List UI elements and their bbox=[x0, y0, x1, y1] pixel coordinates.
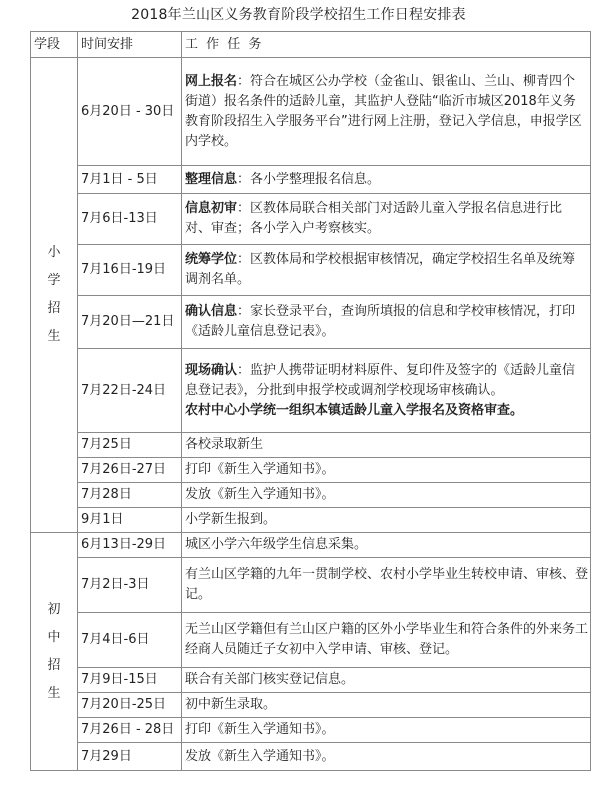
table-row bbox=[31, 166, 591, 194]
primary-stage-label bbox=[31, 239, 77, 351]
task-text: 发放《新生入学通知书》。 bbox=[185, 748, 335, 764]
header-time: 时间安排 bbox=[78, 32, 182, 58]
date-cell: 7月16日-19日 bbox=[78, 245, 182, 296]
task-cell bbox=[182, 166, 591, 194]
table-row bbox=[31, 483, 591, 508]
table-row bbox=[31, 245, 591, 296]
task-cell bbox=[182, 668, 591, 693]
date-cell: 7月25日 bbox=[78, 433, 182, 458]
task-text: 打印《新生入学通知书》。 bbox=[185, 462, 335, 477]
table-header-row bbox=[31, 32, 591, 58]
task-cell bbox=[182, 533, 591, 558]
task-cell bbox=[182, 693, 591, 718]
task-text: 城区小学六年级学生信息采集。 bbox=[185, 537, 368, 552]
stage-char: 生 bbox=[47, 685, 61, 701]
task-tag: 网上报名 bbox=[185, 73, 238, 89]
date-cell: 7月2日-3日 bbox=[78, 558, 182, 613]
task-cell bbox=[182, 349, 591, 433]
task-tag: 信息初审 bbox=[185, 201, 238, 216]
stage-char: 初 bbox=[47, 601, 61, 617]
stage-char: 招 bbox=[47, 301, 61, 316]
stage-char: 招 bbox=[47, 657, 61, 673]
task-tag: 确认信息 bbox=[185, 304, 238, 319]
date-cell: 9月1日 bbox=[78, 508, 182, 533]
table-body bbox=[31, 58, 591, 771]
junior-stage-label bbox=[31, 596, 77, 708]
table-row bbox=[31, 433, 591, 458]
date-cell: 7月9日-15日 bbox=[78, 668, 182, 693]
date-cell: 7月20日-25日 bbox=[78, 693, 182, 718]
primary-stage-cell bbox=[31, 58, 78, 533]
date-cell: 7月20日—21日 bbox=[78, 296, 182, 349]
date-cell: 7月1日 - 5日 bbox=[78, 166, 182, 194]
table-row bbox=[31, 194, 591, 245]
task-cell bbox=[182, 718, 591, 743]
task-cell bbox=[182, 508, 591, 533]
task-text: 初中新生录取。 bbox=[185, 697, 277, 712]
task-cell bbox=[182, 58, 591, 166]
stage-char: 生 bbox=[47, 329, 61, 344]
table-row bbox=[31, 296, 591, 349]
task-cell bbox=[182, 558, 591, 613]
task-cell bbox=[182, 483, 591, 508]
table-row bbox=[31, 349, 591, 433]
task-text: 联合有关部门核实登记信息。 bbox=[185, 672, 355, 687]
header-task: 工 作 任 务 bbox=[182, 32, 591, 58]
date-cell: 7月28日 bbox=[78, 483, 182, 508]
task-text: ：符合在城区公办学校（金雀山、银雀山、兰山、柳青四个街道）报名条件的适龄儿童，其监护人登陆“临沂市城区2018年义务教育阶段招生入学服务平台”进行网上注册，登记入学信息，申报学区内学校。 bbox=[185, 73, 582, 149]
table-row bbox=[31, 693, 591, 718]
stage-char: 小 bbox=[47, 245, 61, 260]
task-text: 小学新生报到。 bbox=[185, 512, 277, 527]
date-cell: 7月26日 - 28日 bbox=[78, 718, 182, 743]
table-row bbox=[31, 718, 591, 743]
date-cell: 6月20日 - 30日 bbox=[78, 58, 182, 166]
table-row bbox=[31, 668, 591, 693]
task-tag: 统筹学位 bbox=[185, 252, 238, 267]
table-row bbox=[31, 743, 591, 771]
task-text: ：监护人携带证明材料原件、复印件及签字的《适龄儿童信息登记表》，分批到申报学校或调剂学校现场审核确认。 bbox=[185, 362, 576, 398]
task-cell bbox=[182, 458, 591, 483]
date-cell: 7月26日-27日 bbox=[78, 458, 182, 483]
date-cell: 7月6日-13日 bbox=[78, 194, 182, 245]
table-row bbox=[31, 613, 591, 668]
table-row bbox=[31, 458, 591, 483]
stage-char: 学 bbox=[47, 273, 61, 288]
page-title: 2018年兰山区义务教育阶段学校招生工作日程安排表 bbox=[131, 7, 466, 23]
task-cell bbox=[182, 743, 591, 771]
task-text: ：区教体局和学校根据审核情况，确定学校招生名单及统筹调剂名单。 bbox=[185, 252, 576, 287]
date-cell: 6月13日-29日 bbox=[78, 533, 182, 558]
task-text: ：区教体局联合相关部门对适龄儿童入学报名信息进行比对、审查；各小学入户考察核实。 bbox=[185, 201, 563, 236]
schedule-table bbox=[30, 31, 591, 771]
stage-char: 中 bbox=[47, 629, 61, 645]
task-text: ：家长登录平台，查询所填报的信息和学校审核情况，打印《适龄儿童信息登记表》。 bbox=[185, 304, 576, 339]
task-cell bbox=[182, 245, 591, 296]
table-row bbox=[31, 533, 591, 558]
date-cell: 7月4日-6日 bbox=[78, 613, 182, 668]
date-cell: 7月22日-24日 bbox=[78, 349, 182, 433]
task-cell bbox=[182, 433, 591, 458]
task-text: 打印《新生入学通知书》。 bbox=[185, 722, 335, 737]
table-row bbox=[31, 58, 591, 166]
task-tag: 整理信息 bbox=[185, 171, 238, 187]
task-text: 无兰山区学籍但有兰山区户籍的区外小学毕业生和符合条件的外来务工经商人员随迁子女初中入学申请、审核、登记。 bbox=[185, 622, 589, 657]
task-text: 各校录取新生 bbox=[185, 437, 264, 452]
task-cell bbox=[182, 194, 591, 245]
task-note-bold: 农村中心小学统一组织本镇适龄儿童入学报名及资格审查。 bbox=[185, 402, 524, 418]
table-row bbox=[31, 558, 591, 613]
junior-stage-cell bbox=[31, 533, 78, 771]
date-cell: 7月29日 bbox=[78, 743, 182, 771]
task-cell bbox=[182, 613, 591, 668]
task-tag: 现场确认 bbox=[185, 362, 238, 378]
task-cell bbox=[182, 296, 591, 349]
header-stage: 学段 bbox=[31, 32, 78, 58]
task-text: 发放《新生入学通知书》。 bbox=[185, 487, 335, 502]
task-text: 有兰山区学籍的九年一贯制学校、农村小学毕业生转校申请、审核、登记。 bbox=[185, 567, 589, 602]
task-text: ：各小学整理报名信息。 bbox=[237, 171, 381, 187]
table-row bbox=[31, 508, 591, 533]
